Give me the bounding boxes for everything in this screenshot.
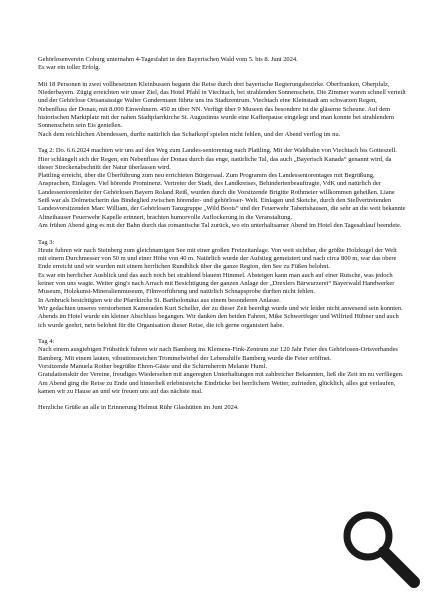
day1-paragraph: Mit 18 Personen in zwei vollbesetzten Kleinbussen begann die Reise durch drei bayerische Regierungsbezirke. Oberfranken, Oberpfalz, Niederbayern. Zügig erreichten wir unser Ziel, das Hotel Pfahl in Viechtach, bei strahlenden Sonnenschein. Die Zimmer waren schnell verteilt und der Gehörlose Ortsansässige Walter Gundermann führte uns ins Stadtzentrum. Viechtach eine Kleinstadt am schwarzen Regen, Nebenfluss der Donau, mit 8.000 Einwohnern. 450 m über NN. Verfügt über 9 Museen das besondere ist die gläserne Scheune. Auf dem historischen Marktplatz mit der nahen Stadtpfarrkirche St. Augustinus wurde eine Kaffeepause eingelegt und man konnte bei strahlendem Sonnenschein sein Eis genießen. [38, 80, 406, 130]
day2-paragraph: Tag 2: Do. 6.6.2024 machten wir uns auf den Weg zum Landes-seniorentag nach Plattling. Mit der Waldbahn von Viechtach bis Gotteszell. Hier schlängelt sich der Regen, ein Nebenfluss der Donau durch das enge, natürliche Tal, das auch „Bayerisch Kanada“ genannt wird, da dieser Streckenabschnitt der Natur überlassen wird. [38, 147, 397, 171]
day2-plattling: Plattling erreicht, über die Überführung zum neu errichteten Bürgersaal. Zum Programm des Landesseniorentages mit Begrüßung, Ansprachen, Einlagen. Viel hörende Prominenz. Vertreter der Stadt, des Landkreises, Behindertenbeauftragte, VdK und natürlich der Landesseniorenleiter der Gehörlosen Bayern Roland Reiß, wurden durch die Vorsitzende Brigitte Rothmeier willkommen geheißen. Liane Seiß war als Dolmetscherin das Bindeglied zwischen hörender- und gehörloser- Welt. Einlagen und Sketche, durch den Stellvertretenden Landesvorsitzenden Marc William, der Gehörlosen Tanzgruppe „Wild Boots“ und der Feuerwehr Tabertshausen, die sehr an die weit bekannte Altneihauser Feuerwehr Kapelle erinnert, brachten humorvolle Auflockerung in die Veranstaltung. [38, 172, 406, 221]
day1-evening: Nach dem reichlichen Abendessen, durfte natürlich das Schafkopf spielen nicht fehlen, und der Abend verflog im nu. [38, 130, 341, 138]
intro-line-1: Gehörlosenverein Coburg unternahm 4-Tagesfahrt in den Bayerischen Wald vom 5. bis 8. Juni 2024. [38, 56, 298, 63]
day4-heading: Tag 4: [38, 338, 55, 346]
day3-evening: Abends im Hotel wurde ein kleiner Abschluss begangen. Wir danken den beiden Fahren, Mike Schwertfeger und Wilfried Hübner und auch ich wurde geehrt, nein belohnt für die Organisation dieser Reise, die ich gerne organisiert habe. [38, 313, 399, 329]
intro-line-2: Es war ein toller Erfolg. [38, 64, 101, 72]
magnifier-icon[interactable] [340, 508, 420, 588]
day3-heading: Tag 3: [38, 238, 55, 246]
day4-return: Am Abend ging die Reise zu Ende und hinterließ erlebnisreiche Eindrücke bei herrlichem Wetter, zufrieden, glücklich, alles gut verlaufen, kamen wir zu Hause an und wir freuen uns auf das nächste mal. [38, 379, 396, 395]
document-body [38, 56, 406, 413]
day2-evening: Am frühen Abend ging es mit der Bahn durch das romantische Tal zurück, wo ein unterhaltsamer Abend im Hotel den Tagesablauf beendete. [38, 221, 402, 229]
day4-bamberg: Nach einem ausgiebigen Frühstück fuhren wir nach Bamberg ins Klemens-Fink-Zentrum zur 120 Jahr Feier des Gehörlosen-Ortsverbandes Bamberg. Mit einem lauten, vibrationsreichen Trommelwirbel der Lebenshilfe Bamberg wurde die Feier eröffnet. [38, 346, 398, 362]
day3-arnbruck: In Arnbruck besichtigten wir die Pfarrkirche St. Bartholomäus aus einem besonderen Anlasse. [38, 296, 281, 304]
day3-steinberg: Heute fuhren wir nach Steinberg zum gleichnamigen See mit einer großen Freizeitanlage. Von weit sichtbar, die größte Holzkugel der Welt mit einem Durchmesser von 50 m und einer Höhe von 40 m. Natürlich wurde der Aufstieg gemeistert und nach circa 800 m, war das obere Ende erreicht und wir wurden mit einem herrlichen Rundblick über die ganze Region, den See zu Füßen belohnt. [38, 246, 397, 271]
day3-memorial: Wir gedachten unseres verstorbenen Kameraden Kurt Scheller, der zu dieser Zeit beerdigt wurde und wir leider nicht anwesend sein konnten. [38, 304, 403, 312]
closing-line: Herzliche Grüße an alle in Erinnerung Helmut Rühr Glashütten im Juni 2024. [38, 404, 239, 412]
day4-congratulations: Gratulationskür der Vereine, freudiges Wiedersehen mit angeregten Unterhaltungen mit zahlreicher Bekannten, ließ die Zeit im nu verfliegen. [38, 371, 404, 379]
day3-arrach: Es war ein herrlicher Ausblick und das auch noch bei strahlend blauem Himmel. Absteigen kann man auch auf einer Rutsche, was jedoch keiner von uns wagte. Weiter ging's nach Arrach mit Besichtigung der ganzen Anlage der „Drexlers Bärwurzerei“ Bayerwald Handwerker Museum, Holzkunst-Mineralienmuseum, Filmvorführung und natürlich Schnapsprobe durften nicht fehlen. [38, 271, 395, 296]
day4-greeting: Vorsitzende Manuela Rother begrüßte Ehren-Gäste und die Schirmherrin Melanie Huml. [38, 362, 267, 370]
